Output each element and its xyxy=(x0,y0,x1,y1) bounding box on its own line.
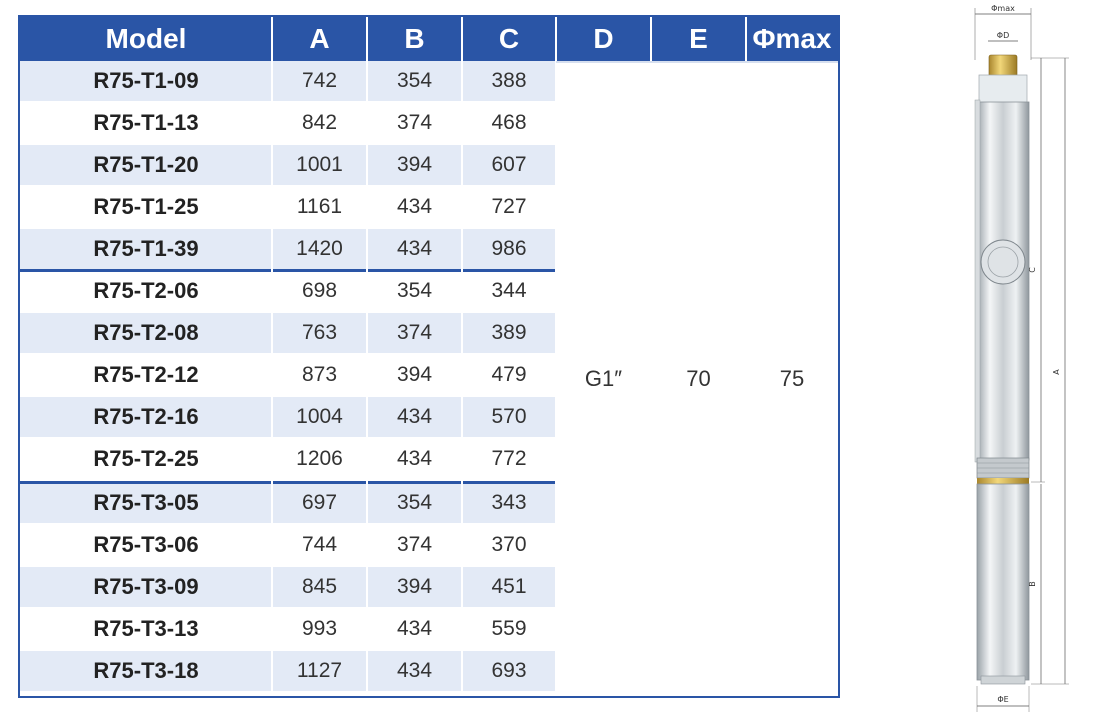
c-cell: 389 xyxy=(491,321,527,344)
merged-e: 70 xyxy=(686,365,711,391)
model-cell: R75-T3-06 xyxy=(93,532,199,557)
header-b: B xyxy=(367,17,462,61)
spec-table xyxy=(18,15,840,698)
table-row xyxy=(20,229,556,269)
model-cell: R75-T1-25 xyxy=(93,194,199,219)
model-cell: R75-T2-25 xyxy=(93,446,199,471)
model-cell: R75-T1-39 xyxy=(93,236,199,261)
b-cell: 354 xyxy=(396,69,433,92)
table-row xyxy=(20,313,556,353)
dimension-b xyxy=(1028,484,1041,684)
model-cell: R75-T3-18 xyxy=(93,658,199,683)
c-cell: 388 xyxy=(491,69,527,92)
motor-base xyxy=(981,676,1025,684)
column-divider xyxy=(366,17,368,696)
model-cell: R75-T1-20 xyxy=(93,152,199,177)
phid-dimension xyxy=(988,31,1018,41)
b-cell: 354 xyxy=(396,491,433,514)
group-divider xyxy=(20,481,556,484)
table-row xyxy=(20,271,556,311)
c-cell: 607 xyxy=(491,153,527,176)
a-cell: 1004 xyxy=(296,405,343,428)
b-cell: 434 xyxy=(396,237,433,260)
pump-dimension-drawing xyxy=(955,0,1080,724)
merged-phimax: 75 xyxy=(779,365,805,391)
a-cell: 873 xyxy=(301,363,338,386)
c-cell: 559 xyxy=(491,617,527,640)
header-phimax: Φmax xyxy=(746,17,838,61)
brass-outlet xyxy=(989,55,1017,77)
model-cell: R75-T2-08 xyxy=(93,320,199,345)
dimension-c xyxy=(1028,58,1045,482)
a-cell: 1206 xyxy=(296,447,343,470)
cable-guard xyxy=(975,100,980,462)
c-cell: 693 xyxy=(491,659,527,682)
a-cell: 842 xyxy=(301,111,338,134)
coupling-band xyxy=(977,478,1029,484)
phid-label: ΦD xyxy=(996,31,1010,40)
model-cell: R75-T2-16 xyxy=(93,404,199,429)
table-row xyxy=(20,61,556,101)
c-cell: 344 xyxy=(491,279,527,302)
b-cell: 394 xyxy=(396,153,433,176)
a-cell: 698 xyxy=(301,279,338,302)
header-c: C xyxy=(462,17,556,61)
c-cell: 727 xyxy=(491,195,527,218)
c-cell: 479 xyxy=(491,363,527,386)
c-cell: 772 xyxy=(491,447,527,470)
table-row xyxy=(20,145,556,185)
a-cell: 763 xyxy=(301,321,338,344)
b-cell: 434 xyxy=(396,447,433,470)
table-row xyxy=(20,651,556,691)
model-cell: R75-T1-13 xyxy=(93,110,199,135)
group-divider xyxy=(20,269,556,272)
header-e: E xyxy=(651,17,746,61)
merged-d: G1″ xyxy=(584,365,623,391)
b-cell: 374 xyxy=(396,533,433,556)
model-cell: R75-T1-09 xyxy=(93,68,199,93)
table-row xyxy=(20,397,556,437)
c-cell: 343 xyxy=(491,491,527,514)
table-row xyxy=(20,187,556,227)
column-divider xyxy=(461,17,463,696)
model-cell: R75-T2-06 xyxy=(93,278,199,303)
table-row xyxy=(20,103,556,143)
b-cell: 374 xyxy=(396,321,433,344)
b-cell: 374 xyxy=(396,111,433,134)
dimension-a-label: A xyxy=(1052,369,1061,375)
column-divider xyxy=(745,17,747,696)
header-d: D xyxy=(556,17,651,61)
a-cell: 845 xyxy=(301,575,338,598)
column-divider xyxy=(650,17,652,696)
a-cell: 742 xyxy=(301,69,338,92)
table-row xyxy=(20,483,556,523)
b-cell: 434 xyxy=(396,659,433,682)
header-a: A xyxy=(272,17,367,61)
a-cell: 993 xyxy=(301,617,338,640)
merged-top-rule xyxy=(556,61,838,63)
dimension-c-label: C xyxy=(1028,267,1037,273)
table-row xyxy=(20,567,556,607)
c-cell: 986 xyxy=(491,237,527,260)
b-cell: 434 xyxy=(396,195,433,218)
column-divider xyxy=(271,17,273,696)
column-divider xyxy=(555,17,557,696)
dimension-a xyxy=(1031,58,1069,684)
b-cell: 434 xyxy=(396,405,433,428)
table-row xyxy=(20,355,556,395)
model-cell: R75-T3-05 xyxy=(93,490,199,515)
c-cell: 468 xyxy=(491,111,527,134)
b-cell: 394 xyxy=(396,575,433,598)
model-cell: R75-T3-09 xyxy=(93,574,199,599)
c-cell: 451 xyxy=(491,575,527,598)
motor-body xyxy=(977,484,1029,680)
c-cell: 570 xyxy=(491,405,527,428)
a-cell: 1420 xyxy=(296,237,343,260)
dimension-b-label: B xyxy=(1028,581,1037,587)
b-cell: 434 xyxy=(396,617,433,640)
table-row xyxy=(20,525,556,565)
model-cell: R75-T3-13 xyxy=(93,616,199,641)
phie-label: ΦE xyxy=(997,695,1009,704)
phimax-label: Φmax xyxy=(991,4,1015,13)
top-cap xyxy=(979,75,1027,105)
a-cell: 697 xyxy=(301,491,338,514)
model-cell: R75-T2-12 xyxy=(93,362,199,387)
a-cell: 1127 xyxy=(296,659,343,682)
a-cell: 744 xyxy=(301,533,338,556)
phie-dimension xyxy=(977,686,1029,712)
b-cell: 394 xyxy=(396,363,433,386)
a-cell: 1001 xyxy=(296,153,343,176)
table-row xyxy=(20,439,556,479)
a-cell: 1161 xyxy=(296,195,343,218)
header-model: Model xyxy=(20,17,272,61)
b-cell: 354 xyxy=(396,279,433,302)
c-cell: 370 xyxy=(491,533,527,556)
table-row xyxy=(20,609,556,649)
